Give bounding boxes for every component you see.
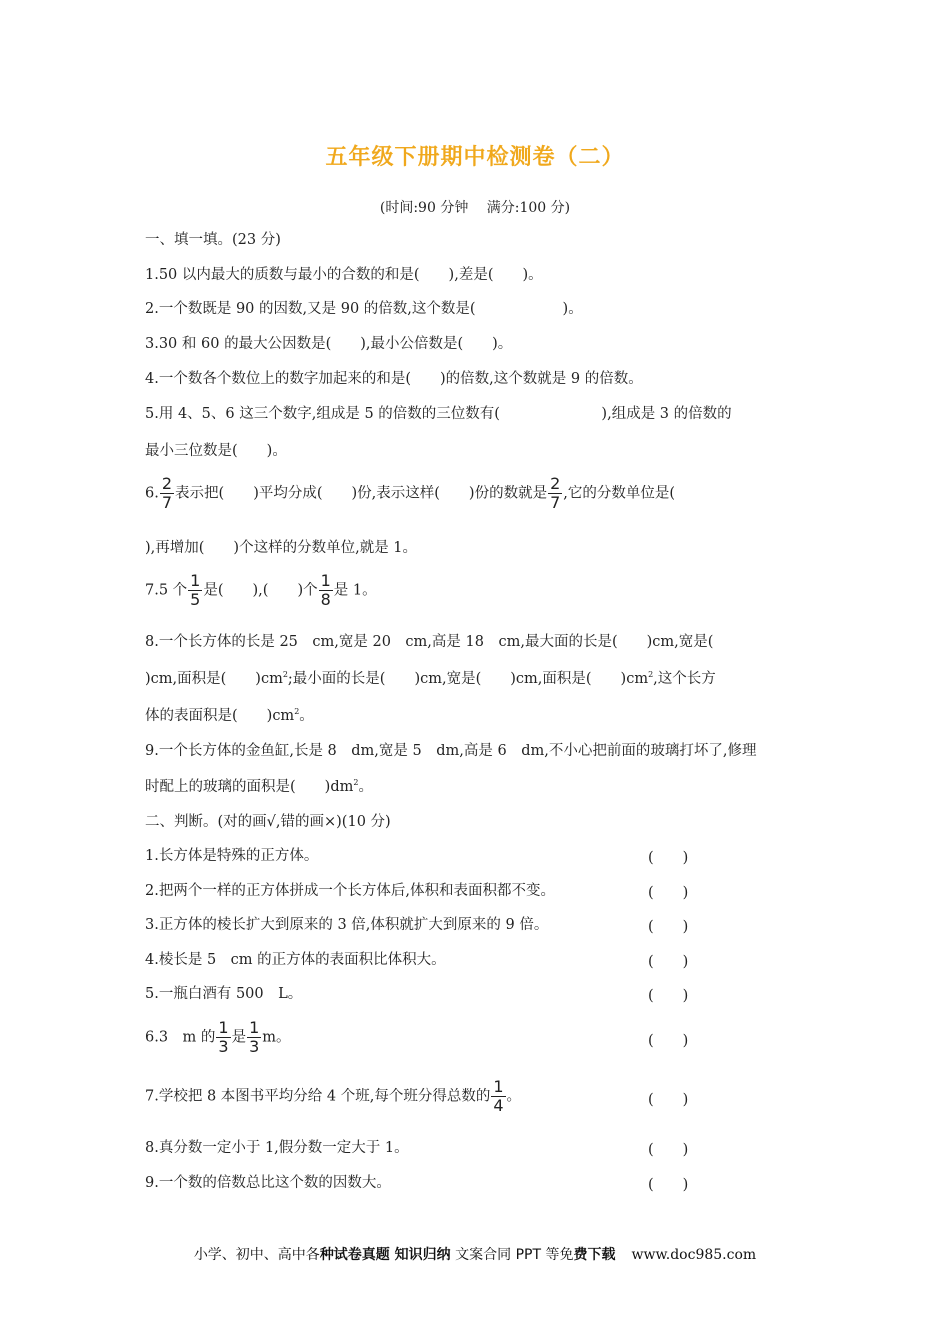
fraction (491, 1079, 505, 1114)
fraction (319, 573, 333, 608)
answer-paren: ( ) (648, 1142, 689, 1158)
q6-text-2: 表示把( )平均分成( )份,表示这样( )份的数就是 (175, 485, 548, 502)
judge-question-6 (145, 1020, 291, 1055)
fraction-numerator: 1 (249, 1018, 260, 1037)
q7-text-3: 是 1。 (333, 582, 377, 599)
fraction-denominator: 3 (249, 1037, 260, 1056)
section-1-heading: 一、填一填。(23 分) (145, 232, 281, 248)
superscript: 2 (282, 670, 288, 680)
fraction-numerator: 2 (550, 474, 561, 493)
superscript: 2 (353, 778, 359, 788)
fraction-denominator: 7 (161, 493, 173, 512)
judge-question-4: 4.棱长是 5 cm 的正方体的表面积比体积大。 (145, 952, 446, 968)
superscript: 2 (648, 670, 654, 680)
answer-paren: ( ) (648, 954, 689, 970)
q8-text-e: 。 (299, 708, 314, 724)
answer-paren: ( ) (648, 850, 689, 866)
fraction-denominator: 3 (218, 1037, 229, 1056)
question-1-9-line-2 (145, 777, 373, 797)
q9-text-b: 。 (358, 779, 373, 795)
fraction-denominator: 7 (550, 493, 561, 512)
superscript: 2 (294, 707, 300, 717)
footer-text-3: 文案合同 PPT 等免 (450, 1247, 574, 1263)
judge-question-9: 9.一个数的倍数总比这个数的因数大。 (145, 1175, 391, 1191)
answer-paren: ( ) (648, 1092, 689, 1108)
q8-text-c: ,这个长方 (653, 671, 716, 687)
answer-paren: ( ) (648, 919, 689, 935)
fraction-numerator: 1 (493, 1077, 504, 1096)
judge-question-1: 1.长方体是特殊的正方体。 (145, 848, 319, 864)
q6-text-1: 6. (145, 485, 159, 502)
q8-text-d: 体的表面积是( )cm (145, 708, 295, 724)
fraction (188, 573, 202, 608)
question-1-6-line-2: ),再增加( )个这样的分数单位,就是 1。 (145, 540, 418, 556)
question-1-8-line-2 (145, 669, 716, 689)
judge-question-3: 3.正方体的棱长扩大到原来的 3 倍,体积就扩大到原来的 9 倍。 (145, 917, 549, 933)
judge-question-8: 8.真分数一定小于 1,假分数一定大于 1。 (145, 1140, 409, 1156)
judge-question-2: 2.把两个一样的正方体拼成一个长方体后,体积和表面积都不变。 (145, 883, 555, 899)
question-1-5-line-1: 5.用 4、5、6 这三个数字,组成是 5 的倍数的三位数有( ),组成是 3 的倍数的 (145, 406, 732, 422)
question-1-1: 1.50 以内最大的质数与最小的合数的和是( ),差是( )。 (145, 267, 543, 283)
footer-site-link[interactable]: www.doc985.com (631, 1247, 757, 1263)
q6-text-3: ,它的分数单位是( (563, 485, 676, 502)
fraction (216, 1020, 230, 1055)
fraction-numerator: 1 (190, 571, 201, 590)
j7-text-2: 。 (506, 1088, 522, 1105)
fraction-numerator: 2 (161, 474, 173, 493)
fraction-denominator: 8 (320, 590, 331, 609)
question-1-8-line-1: 8.一个长方体的长是 25 cm,宽是 20 cm,高是 18 cm,最大面的长是( )cm,宽是( (145, 634, 714, 650)
fraction-numerator: 1 (320, 571, 331, 590)
judge-question-7 (145, 1079, 521, 1114)
j6-text-3: m。 (262, 1029, 291, 1046)
question-1-7 (145, 573, 377, 608)
j6-text-1: 6.3 m 的 (145, 1029, 216, 1046)
j6-text-2: 是 (231, 1029, 247, 1046)
question-1-4: 4.一个数各个数位上的数字加起来的和是( )的倍数,这个数就是 9 的倍数。 (145, 371, 643, 387)
question-1-6 (145, 476, 675, 511)
fraction-numerator: 1 (218, 1018, 229, 1037)
q9-text-a: 时配上的玻璃的面积是( )dm (145, 779, 354, 795)
fraction (247, 1020, 261, 1055)
fraction (160, 476, 174, 511)
footer-text-2: 种试卷真题 知识归纳 (319, 1247, 451, 1263)
question-1-2: 2.一个数既是 90 的因数,又是 90 的倍数,这个数是( )。 (145, 301, 583, 317)
section-2-heading: 二、判断。(对的画√,错的画×)(10 分) (145, 814, 391, 830)
question-1-9-line-1: 9.一个长方体的金鱼缸,长是 8 dm,宽是 5 dm,高是 6 dm,不小心把前面的玻璃打坏了,修理 (145, 743, 757, 759)
page-title: 五年级下册期中检测卷（二） (325, 145, 625, 170)
answer-paren: ( ) (648, 988, 689, 1004)
fraction-denominator: 4 (493, 1096, 504, 1115)
question-1-3: 3.30 和 60 的最大公因数是( ),最小公倍数是( )。 (145, 336, 513, 352)
exam-subtitle: (时间:90 分钟 满分:100 分) (379, 200, 571, 216)
judge-question-5: 5.一瓶白酒有 500 L。 (145, 986, 303, 1002)
j7-text-1: 7.学校把 8 本图书平均分给 4 个班,每个班分得总数的 (145, 1088, 491, 1105)
question-1-8-line-3 (145, 706, 314, 726)
page-footer (0, 1244, 950, 1264)
answer-paren: ( ) (648, 885, 689, 901)
footer-text-1: 小学、初中、高中各 (193, 1247, 320, 1263)
q8-text-b: ;最小面的长是( )cm,宽是( )cm,面积是( )cm (287, 671, 649, 687)
answer-paren: ( ) (648, 1033, 689, 1049)
q8-text-a: )cm,面积是( )cm (145, 671, 283, 687)
footer-text-4: 费下载 (573, 1247, 616, 1263)
question-1-5-line-2: 最小三位数是( )。 (145, 443, 287, 459)
q7-text-2: 是( ),( )个 (203, 582, 318, 599)
answer-paren: ( ) (648, 1177, 689, 1193)
fraction-denominator: 5 (190, 590, 201, 609)
fraction (548, 476, 562, 511)
q7-text-1: 7.5 个 (145, 582, 188, 599)
